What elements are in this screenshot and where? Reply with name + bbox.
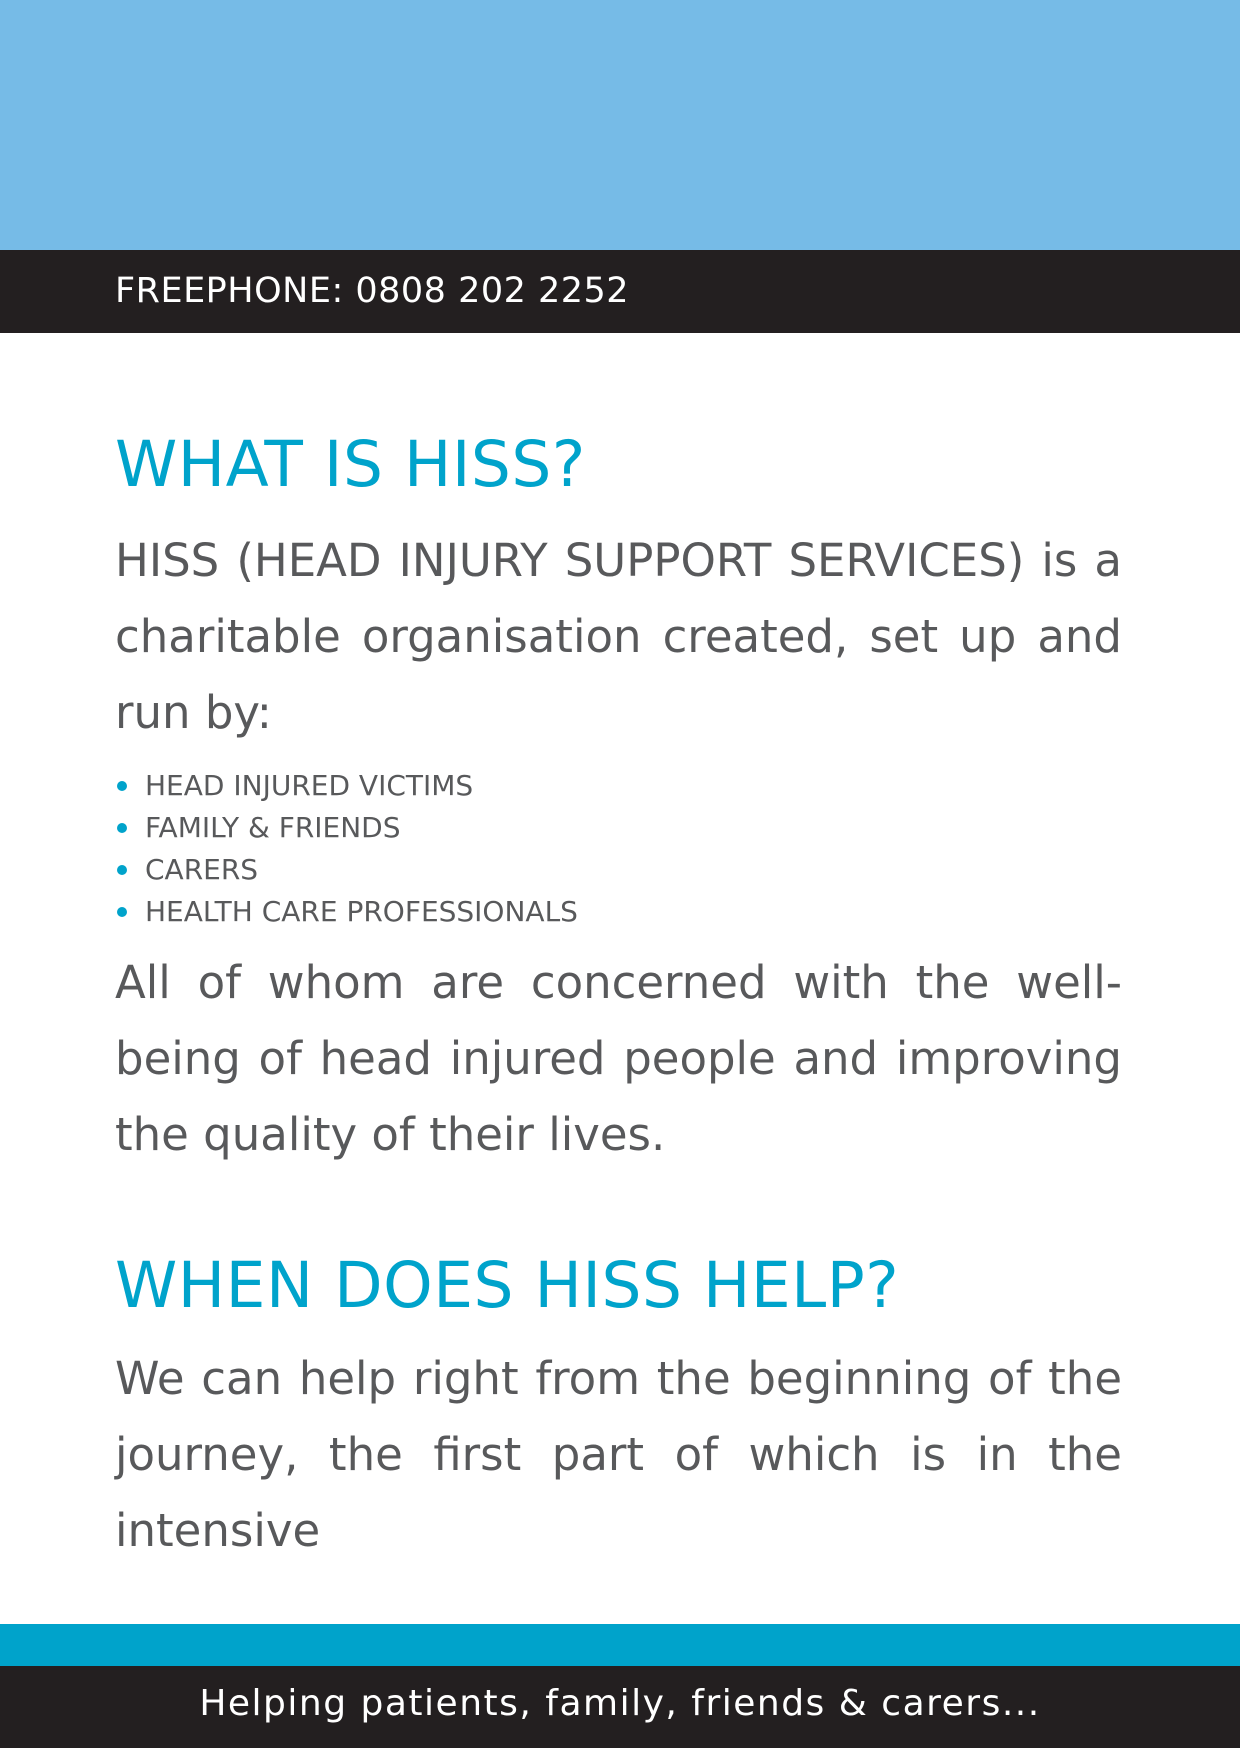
bullet-dot-icon <box>117 823 127 833</box>
footer-accent-strip <box>0 1624 1240 1666</box>
freephone-bar <box>0 250 1240 333</box>
bullet-dot-icon <box>117 907 127 917</box>
list-item <box>115 765 1122 807</box>
hiss-purpose-paragraph: All of whom are concerned with the well-being of head injured people and improving the quality of their lives. <box>115 956 1122 1162</box>
list-item <box>115 891 1122 933</box>
main-content <box>115 430 1122 1569</box>
footer-bar <box>0 1666 1240 1748</box>
list-item <box>115 807 1122 849</box>
bullet-dot-icon <box>117 865 127 875</box>
bullet-dot-icon <box>117 781 127 791</box>
when-does-hiss-help-heading: WHEN DOES HISS HELP? <box>115 1249 900 1323</box>
hiss-intro-paragraph: HISS (HEAD INJURY SUPPORT SERVICES) is a charitable organisation created, set up and run by: <box>115 534 1122 740</box>
list-item-label: FAMILY & FRIENDS <box>145 811 401 845</box>
list-item <box>115 849 1122 891</box>
list-item-label: CARERS <box>145 853 259 887</box>
top-color-band <box>0 0 1240 250</box>
footer-tagline: Helping patients, family, friends & carers... <box>199 1683 1041 1724</box>
list-item-label: HEAD INJURED VICTIMS <box>145 769 474 803</box>
run-by-list <box>115 765 1122 933</box>
when-help-paragraph: We can help right from the beginning of the journey, the first part of which is in the intensive <box>115 1351 1122 1557</box>
what-is-hiss-heading: WHAT IS HISS? <box>115 428 586 501</box>
list-item-label: HEALTH CARE PROFESSIONALS <box>145 895 578 929</box>
freephone-number: FREEPHONE: 0808 202 2252 <box>115 271 630 311</box>
